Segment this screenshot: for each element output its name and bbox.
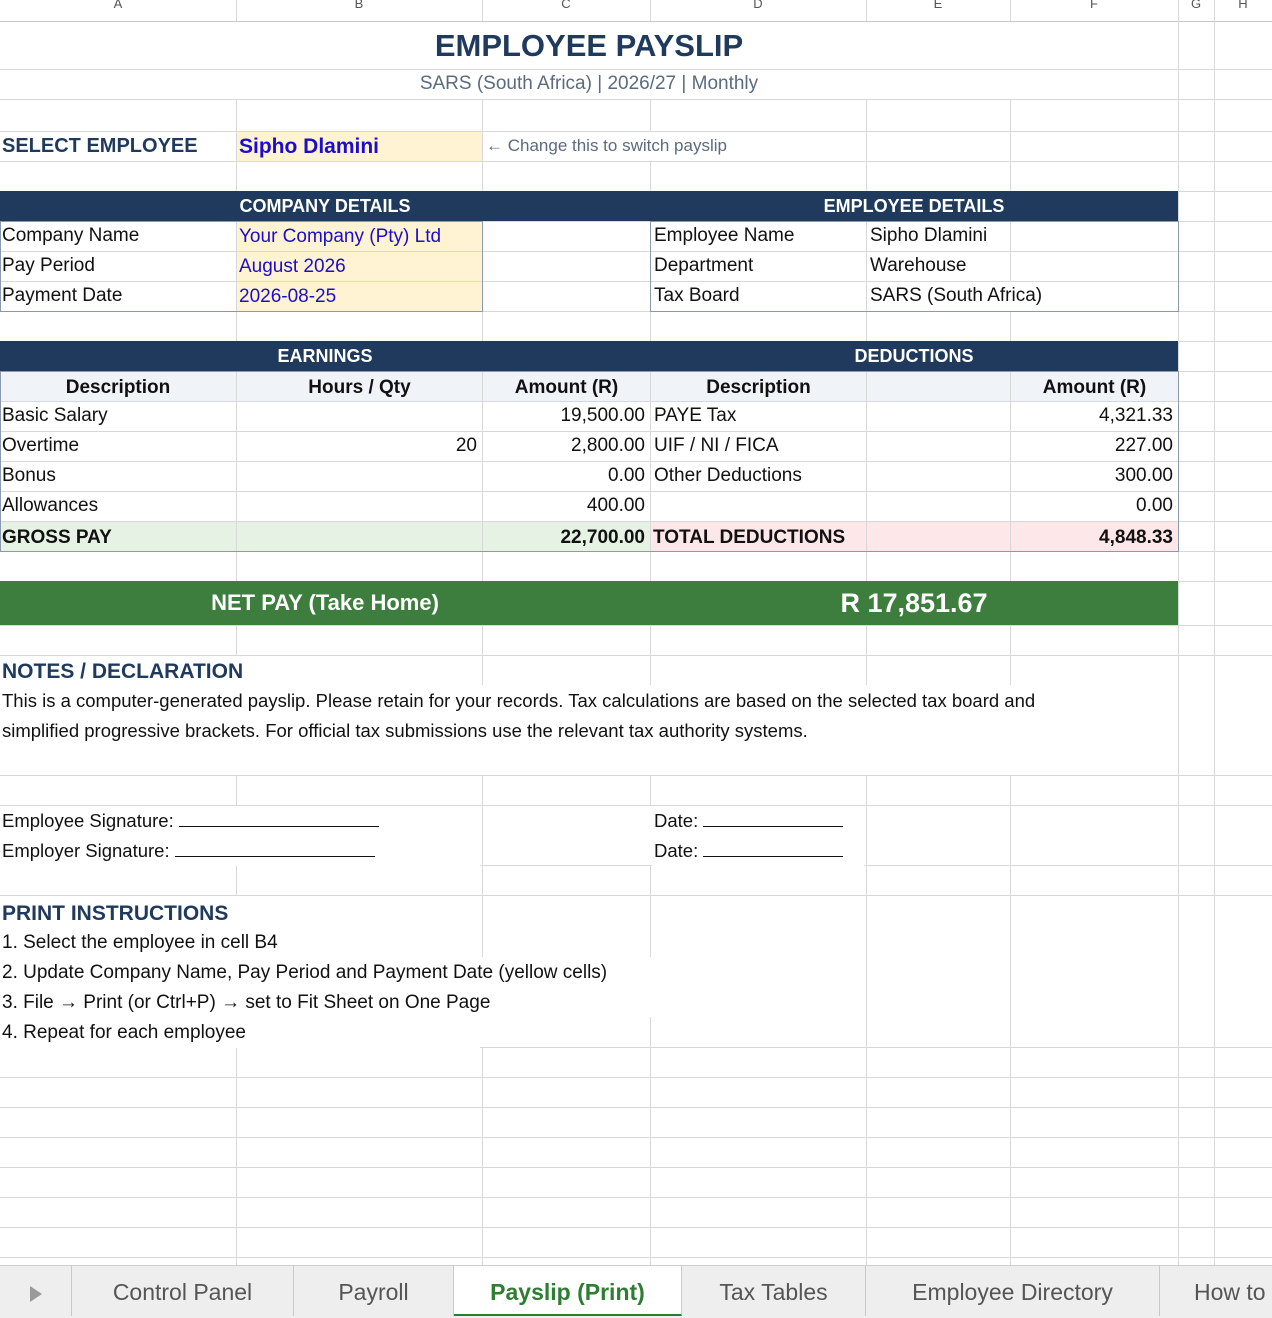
print-step-3[interactable]: 3. File → Print (or Ctrl+P) → set to Fit Sheet on One Page: [0, 988, 648, 1018]
grid-line: [482, 311, 483, 341]
earnings-col-description[interactable]: Description: [0, 372, 236, 401]
deduction-amount-uif[interactable]: 227.00: [1114, 435, 1173, 456]
deduction-desc-uif[interactable]: UIF / NI / FICA: [654, 435, 779, 456]
grid-line: [482, 895, 483, 957]
employer-signature-row[interactable]: [0, 836, 480, 866]
grid-line: [236, 311, 237, 341]
grid-line: [1010, 99, 1011, 191]
pay-period-input[interactable]: August 2026: [237, 252, 482, 281]
employee-date-label: Date:: [654, 810, 699, 831]
column-header-e[interactable]: E: [933, 0, 943, 11]
tab-scroll-button[interactable]: [0, 1266, 72, 1316]
employee-details-header[interactable]: EMPLOYEE DETAILS: [650, 191, 1178, 221]
column-header-a[interactable]: A: [113, 0, 123, 11]
employee-name-label[interactable]: Employee Name: [654, 225, 795, 246]
earnings-qty-bonus[interactable]: [237, 461, 482, 491]
column-header-d[interactable]: D: [753, 0, 763, 11]
earnings-desc-allowances[interactable]: Allowances: [2, 495, 99, 516]
employer-date-line: [703, 838, 843, 857]
employee-signature-line: [179, 808, 379, 827]
column-header-g[interactable]: G: [1190, 0, 1202, 11]
employer-signature-label: Employer Signature:: [2, 840, 170, 861]
total-deductions-blank: [867, 522, 1010, 551]
deduction-desc-paye[interactable]: PAYE Tax: [654, 405, 737, 426]
deductions-col-description[interactable]: Description: [651, 372, 866, 401]
grid-line: [236, 1047, 237, 1265]
grid-line: [650, 161, 651, 191]
grid-line: [0, 1107, 1272, 1108]
grid-line: [1214, 0, 1215, 1265]
grid-line: [0, 1137, 1272, 1138]
grid-line: [236, 865, 237, 895]
grid-line: [0, 311, 1272, 312]
grid-line: [650, 311, 651, 341]
earnings-col-amount[interactable]: Amount (R): [483, 372, 650, 401]
employee-date-row[interactable]: [652, 806, 864, 836]
grid-line: [0, 99, 1272, 100]
grid-line: [1010, 775, 1011, 895]
gross-pay-blank: [237, 522, 482, 551]
earnings-desc-overtime[interactable]: Overtime: [2, 435, 80, 456]
grid-line: [650, 775, 651, 805]
earnings-header[interactable]: EARNINGS: [0, 341, 650, 371]
sheet-tab-bar: [0, 1265, 1272, 1318]
grid-line: [866, 311, 867, 341]
grid-line: [0, 1257, 1272, 1258]
grid-line: [236, 625, 237, 655]
grid-line: [0, 625, 1272, 626]
deduction-amount-other[interactable]: 300.00: [1114, 465, 1173, 486]
deductions-header[interactable]: DEDUCTIONS: [650, 341, 1178, 371]
grid-line: [1010, 311, 1011, 341]
print-step-1[interactable]: 1. Select the employee in cell B4: [0, 928, 480, 958]
pay-period-label[interactable]: Pay Period: [2, 255, 95, 276]
grid-line: [1010, 625, 1011, 685]
print-step-2[interactable]: 2. Update Company Name, Pay Period and Payment Date (yellow cells): [0, 958, 864, 988]
grid-line: [650, 865, 651, 895]
play-right-icon: [28, 1284, 44, 1304]
deductions-col-amount[interactable]: Amount (R): [1011, 372, 1178, 401]
page-title[interactable]: EMPLOYEE PAYSLIP: [434, 28, 744, 63]
tab-payroll[interactable]: Payroll: [294, 1266, 454, 1316]
grid-line: [482, 1047, 483, 1265]
grid-line: [0, 895, 1272, 896]
net-pay-value[interactable]: R 17,851.67: [840, 588, 988, 618]
column-header-f[interactable]: F: [1090, 0, 1098, 11]
earnings-qty-basic[interactable]: [237, 401, 482, 431]
payment-date-label[interactable]: Payment Date: [2, 285, 123, 306]
employer-signature-line: [175, 838, 375, 857]
earnings-qty-overtime[interactable]: 20: [455, 435, 477, 456]
employer-date-label: Date:: [654, 840, 699, 861]
grid-line: [482, 0, 483, 21]
notes-text-line-2[interactable]: simplified progressive brackets. For official tax submissions use the relevant tax authority systems.: [0, 716, 1178, 746]
earnings-amount-basic[interactable]: 19,500.00: [560, 405, 645, 426]
tab-payslip-print[interactable]: Payslip (Print): [454, 1266, 682, 1316]
earnings-amount-allowances[interactable]: 400.00: [586, 495, 645, 516]
grid-line: [0, 775, 1272, 776]
column-header-b[interactable]: B: [354, 0, 364, 11]
department-label[interactable]: Department: [654, 255, 754, 276]
grid-line: [866, 775, 867, 895]
grid-line: [236, 0, 237, 21]
gross-pay-label[interactable]: GROSS PAY: [0, 522, 236, 551]
grid-line: [650, 1017, 651, 1265]
deduction-desc-other[interactable]: Other Deductions: [654, 465, 802, 486]
deduction-amount-paye[interactable]: 4,321.33: [1099, 405, 1173, 426]
company-name-label[interactable]: Company Name: [2, 225, 140, 246]
company-details-header[interactable]: COMPANY DETAILS: [0, 191, 650, 221]
print-instructions-header[interactable]: PRINT INSTRUCTIONS: [2, 902, 229, 925]
grid-line: [866, 895, 867, 1265]
earnings-desc-basic[interactable]: Basic Salary: [2, 405, 108, 426]
column-header-h[interactable]: H: [1238, 0, 1248, 11]
notes-header[interactable]: NOTES / DECLARATION: [2, 660, 244, 683]
employee-signature-label: Employee Signature:: [2, 810, 174, 831]
select-employee-label[interactable]: SELECT EMPLOYEE: [2, 135, 198, 157]
employee-name-value[interactable]: Sipho Dlamini: [870, 225, 988, 246]
grid-line: [866, 99, 867, 191]
grid-line: [0, 161, 1272, 162]
grid-line: [650, 221, 651, 311]
department-value[interactable]: Warehouse: [870, 255, 967, 276]
grid-line: [0, 1227, 1272, 1228]
grid-line: [482, 775, 483, 895]
earnings-desc-bonus[interactable]: Bonus: [2, 465, 56, 486]
tab-employee-directory[interactable]: Employee Directory: [866, 1266, 1160, 1316]
earnings-qty-allowances[interactable]: [237, 491, 482, 521]
employee-signature-row[interactable]: [0, 806, 480, 836]
grid-line: [866, 0, 867, 21]
grid-line: [1010, 221, 1011, 281]
employee-date-line: [703, 808, 843, 827]
tab-how-to[interactable]: How to: [1194, 1279, 1266, 1305]
company-name-input[interactable]: Your Company (Pty) Ltd: [237, 222, 482, 251]
grid-line: [866, 221, 867, 311]
payment-date-input[interactable]: 2026-08-25: [237, 282, 482, 311]
grid-line: [0, 1167, 1272, 1168]
column-header-c[interactable]: C: [561, 0, 571, 11]
grid-line: [650, 895, 651, 957]
tab-control-panel[interactable]: Control Panel: [72, 1266, 294, 1316]
select-employee-hint[interactable]: ← Change this to switch payslip: [486, 136, 727, 155]
select-employee-input[interactable]: Sipho Dlamini: [237, 132, 482, 161]
grid-line: [1010, 895, 1011, 1265]
earnings-amount-overtime[interactable]: 2,800.00: [571, 435, 645, 456]
employer-date-row[interactable]: [652, 836, 864, 866]
gross-pay-value[interactable]: 22,700.00: [483, 522, 650, 551]
deductions-col-blank: [867, 372, 1010, 401]
earnings-col-hours[interactable]: Hours / Qty: [237, 372, 482, 401]
grid-line: [482, 221, 483, 311]
deduction-desc-blank[interactable]: [652, 491, 866, 521]
tab-tax-tables[interactable]: Tax Tables: [682, 1266, 866, 1316]
print-step-4[interactable]: 4. Repeat for each employee: [0, 1018, 480, 1048]
page-subtitle[interactable]: SARS (South Africa) | 2026/27 | Monthly: [419, 73, 759, 94]
grid-line: [650, 625, 651, 685]
grid-line: [0, 551, 1272, 552]
tax-board-label[interactable]: Tax Board: [654, 285, 740, 306]
total-deductions-value[interactable]: 4,848.33: [1011, 522, 1178, 551]
grid-line: [0, 1197, 1272, 1198]
grid-line: [866, 625, 867, 685]
net-pay-label[interactable]: NET PAY (Take Home): [211, 590, 439, 615]
grid-line: [482, 99, 483, 191]
grid-line: [1178, 0, 1179, 1265]
grid-line: [0, 1077, 1272, 1078]
grid-line: [482, 625, 483, 685]
total-deductions-label[interactable]: TOTAL DEDUCTIONS: [651, 522, 866, 551]
notes-text-line-1[interactable]: This is a computer-generated payslip. Please retain for your records. Tax calculations are based on the selected tax board and: [0, 686, 1178, 716]
grid-line: [650, 0, 651, 21]
grid-line: [1010, 0, 1011, 21]
tax-board-value[interactable]: SARS (South Africa): [870, 285, 1043, 306]
earnings-amount-bonus[interactable]: 0.00: [608, 465, 645, 486]
deduction-amount-blank[interactable]: 0.00: [1136, 495, 1173, 516]
grid-line: [650, 99, 651, 131]
